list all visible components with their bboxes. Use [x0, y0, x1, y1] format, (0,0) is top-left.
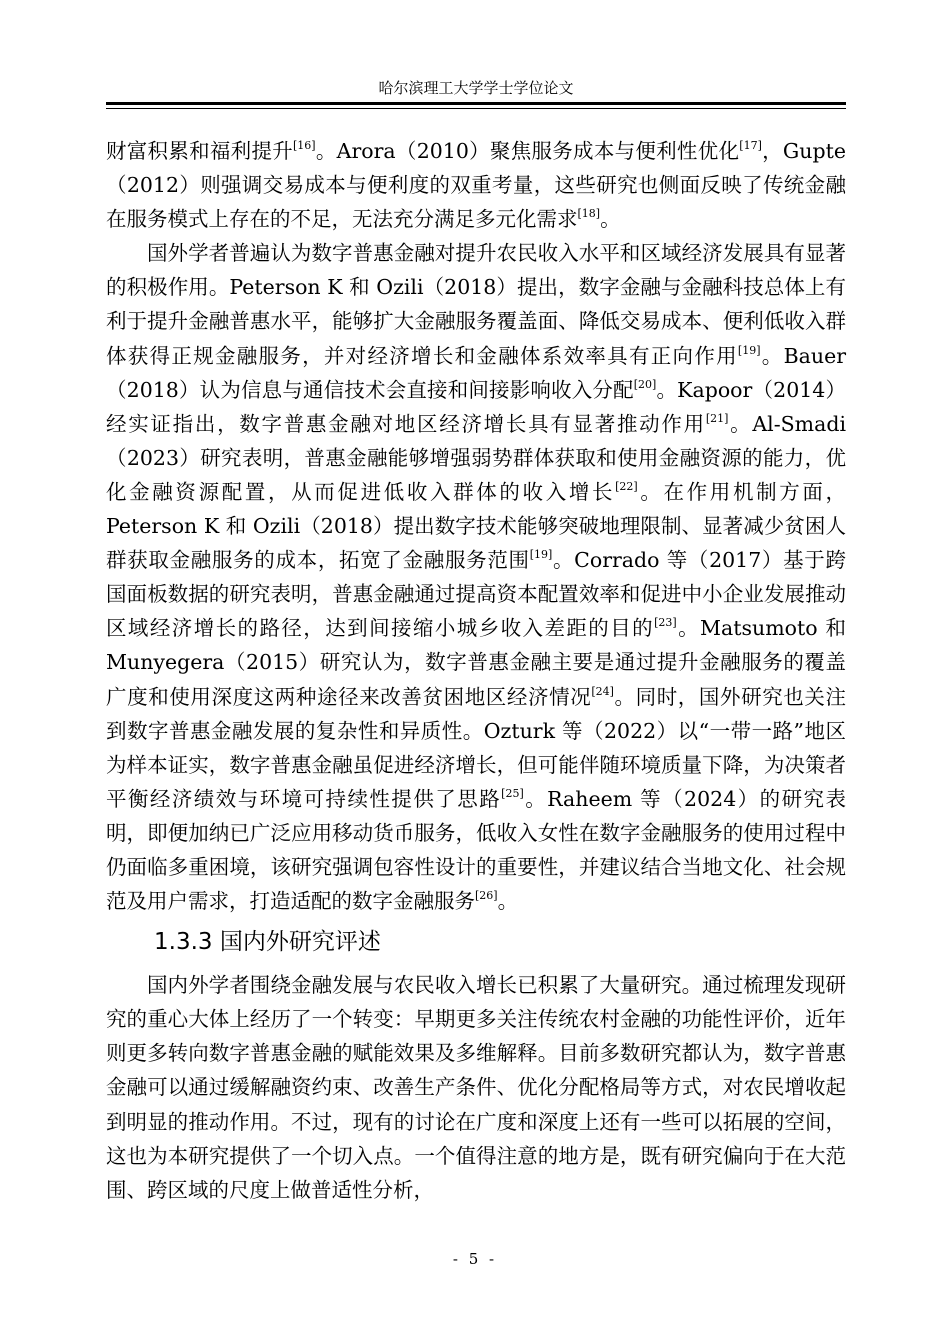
paragraph-foreign-research: 国外学者普遍认为数字普惠金融对提升农民收入水平和区域经济发展具有显著的积极作用。Peterson K 和 Ozili（2018）提出，数字金融与金融科技总体上有利于提升金融普惠水平，能够扩大金融服务覆盖面、降低交易成本、便利低收入群体获得正规金融服务，并对经济增长和金融体系效率具有正向作用[19]。Bauer（2018）认为信息与通信技术会直接和间接影响收入分配[20]。Kapoor（2014）经实证指出，数字普惠金融对地区经济增长具有显著推动作用[21]。Al-Smadi（2023）研究表明，普惠金融能够增强弱势群体获取和使用金融资源的能力，优化金融资源配置，从而促进低收入群体的收入增长[22]。在作用机制方面，Peterson K 和 Ozili（2018）提出数字技术能够突破地理限制、显著减少贫困人群获取金融服务的成本，拓宽了金融服务范围[19]。Corrado 等（2017）基于跨国面板数据的研究表明，普惠金融通过提高资本配置效率和促进中小企业发展推动区域经济增长的路径，达到间接缩小城乡收入差距的目的[23]。Matsumoto 和 Munyegera（2015）研究认为，数字普惠金融主要是通过提升金融服务的覆盖广度和使用深度这两种途径来改善贫困地区经济情况[24]。同时，国外研究也关注到数字普惠金融发展的复杂性和异质性。Ozturk 等（2022）以“一带一路”地区为样本证实，数字普惠金融虽促进经济增长，但可能伴随环境质量下降，为决策者平衡经济绩效与环境可持续性提供了思路[25]。Raheem 等（2024）的研究表明，即便加纳已广泛应用移动货币服务，低收入女性在数字金融服务的使用过程中仍面临多重困境，该研究强调包容性设计的重要性，并建议结合当地文化、社会规范及用户需求，打造适配的数字金融服务[26]。: [106, 241, 847, 914]
citation: [17]: [739, 139, 762, 153]
citation: [25]: [501, 786, 524, 800]
page-body: [106, 134, 846, 1207]
citation: [26]: [475, 889, 498, 903]
citation: [20]: [633, 377, 657, 391]
citation: [19]: [737, 343, 761, 357]
page-number: - 5 -: [452, 1250, 498, 1268]
section-heading: 1.3.3 国内外研究评述: [154, 929, 381, 956]
citation: [18]: [577, 207, 601, 221]
citation: [24]: [591, 684, 614, 698]
header-rule-thick: [106, 102, 846, 105]
paragraph-review: 国内外学者围绕金融发展与农民收入增长已积累了大量研究。通过梳理发现研究的重心大体上经历了一个转变：早期更多关注传统农村金融的功能性评价，近年则更多转向数字普惠金融的赋能效果及多维解释。目前多数研究都认为，数字普惠金融可以通过缓解融资约束、改善生产条件、优化分配格局等方式，对农民增收起到明显的推动作用。不过，现有的讨论在广度和深度上还有一些可以拓展的空间，这也为本研究提供了一个切入点。一个值得注意的地方是，既有研究偏向于在大范围、跨区域的尺度上做普适性分析，: [106, 973, 846, 1202]
citation: [16]: [293, 139, 316, 153]
running-header: 哈尔滨理工大学学士学位论文: [378, 79, 574, 97]
citation: [23]: [654, 616, 677, 630]
citation: [19]: [529, 548, 553, 562]
citation: [21]: [705, 411, 729, 425]
paragraph-continued: 财富积累和福利提升[16]。Arora（2010）聚焦服务成本与便利性优化[17]，Gupte（2012）则强调交易成本与便利度的双重考量，这些研究也侧面反映了传统金融在服务模式上存在的不足，无法充分满足多元化需求[18]。: [106, 139, 847, 232]
citation: [22]: [615, 480, 638, 494]
header-rule-thin: [106, 108, 846, 109]
